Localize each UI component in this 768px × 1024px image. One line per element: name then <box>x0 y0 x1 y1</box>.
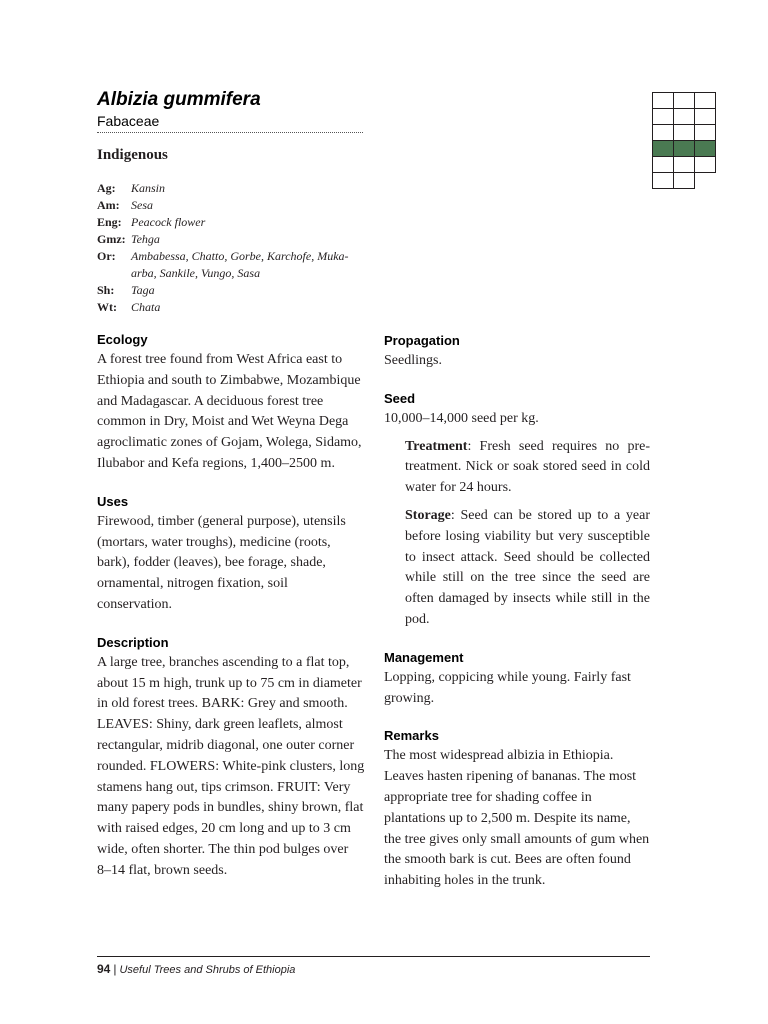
family-name: Fabaceae <box>97 113 160 129</box>
zone-grid-cell <box>653 93 674 109</box>
description-section <box>97 634 365 882</box>
page-number: 94 <box>97 962 111 976</box>
storage-text: : Seed can be stored up to a year before losing viability but very susceptible to insect attack. Seed should be collected while still on the tree since the seed are often damaged by insects while still in the pod. <box>405 507 650 627</box>
remarks-heading: Remarks <box>384 728 439 744</box>
zone-grid-cell <box>674 173 695 189</box>
zone-grid-cell <box>695 109 716 125</box>
status-label: Indigenous <box>97 147 168 163</box>
language-code: Wt: <box>97 300 117 314</box>
language-code: Am: <box>97 198 120 212</box>
zone-grid-cell <box>695 157 716 173</box>
footer-separator: | <box>113 962 117 976</box>
uses-heading: Uses <box>97 493 129 509</box>
language-code: Or: <box>97 249 116 263</box>
local-name-values: Peacock flower <box>131 215 206 229</box>
local-name-values: Tehga <box>131 232 160 246</box>
zone-grid-cell <box>653 157 674 173</box>
zone-grid-cell <box>674 109 695 125</box>
zone-grid-cell <box>695 173 716 189</box>
zone-grid-row <box>653 93 716 109</box>
zone-grid-cell <box>674 93 695 109</box>
zone-grid-cell <box>674 125 695 141</box>
local-name-row <box>97 231 362 248</box>
remarks-section <box>384 727 650 892</box>
right-column <box>384 332 650 910</box>
zone-grid-cell <box>653 109 674 125</box>
treatment-text: : Fresh seed requires no pre-treatment. Nick or soak stored seed in cold water for 24 hours. <box>405 438 650 496</box>
species-name: Albizia gummifera <box>97 89 261 110</box>
seed-text: 10,000–14,000 seed per kg. <box>384 410 539 426</box>
zone-grid-cell <box>674 157 695 173</box>
management-section <box>384 649 650 710</box>
book-title: Useful Trees and Shrubs of Ethiopia <box>119 964 296 976</box>
local-name-values: Taga <box>131 283 155 297</box>
local-name-row <box>97 197 362 214</box>
local-name-values: Chata <box>131 300 161 314</box>
remarks-text: The most widespread albizia in Ethiopia. Leaves hasten ripening of bananas. The most appropriate tree for shading coffee in plantations up to 2,500 m. Despite its name, the tree gives only small amounts of gum when the smooth bark is cut. Bees are often found inhabiting holes in the trunk. <box>384 748 650 889</box>
local-name-row <box>97 248 362 282</box>
footer-rule <box>97 956 650 957</box>
dotted-divider <box>97 132 363 133</box>
seed-treatment <box>405 437 650 499</box>
local-name-values: Ambabessa, Chatto, Gorbe, Karchofe, Muka-arba, Sankile, Vungo, Sasa <box>131 249 349 280</box>
local-name-values: Sesa <box>131 198 153 212</box>
left-column <box>97 331 365 900</box>
page-footer <box>97 961 295 978</box>
management-heading: Management <box>384 649 464 665</box>
zone-grid-row <box>653 125 716 141</box>
zone-grid-cell <box>653 125 674 141</box>
ecology-heading: Ecology <box>97 332 148 347</box>
ecology-section <box>97 331 365 475</box>
treatment-label: Treatment <box>405 438 468 454</box>
zone-grid-cell <box>695 93 716 109</box>
agroclimatic-zone-grid <box>652 92 716 189</box>
zone-grid-row <box>653 109 716 125</box>
seed-section <box>384 390 650 631</box>
language-code: Eng: <box>97 215 122 229</box>
zone-grid-cell <box>674 141 695 157</box>
uses-section <box>97 493 365 616</box>
storage-label: Storage <box>405 507 451 523</box>
local-name-row <box>97 282 362 299</box>
zone-grid-row <box>653 157 716 173</box>
propagation-heading: Propagation <box>384 333 460 348</box>
zone-grid-cell <box>653 141 674 157</box>
title-block <box>97 88 363 133</box>
ecology-text: A forest tree found from West Africa east to Ethiopia and south to Zimbabwe, Mozambique and Madagascar. A deciduous forest tree common in Dry, Moist and Wet Weyna Dega agroclimatic zones of Gojam, Wolega, Sidamo, Ilubabor and Kefa regions, 1,400–2500 m. <box>97 352 362 471</box>
language-code: Gmz: <box>97 232 126 246</box>
local-name-values: Kansin <box>131 181 166 195</box>
uses-text: Firewood, timber (general purpose), utensils (mortars, water troughs), medicine (roots, bark), fodder (leaves), bee forage, shade, ornamental, nitrogen fixation, soil conservation. <box>97 513 346 612</box>
description-heading: Description <box>97 634 169 650</box>
management-text: Lopping, coppicing while young. Fairly fast growing. <box>384 669 631 706</box>
language-code: Ag: <box>97 181 116 195</box>
seed-heading: Seed <box>384 390 416 406</box>
zone-grid-cell <box>653 173 674 189</box>
propagation-section <box>384 332 650 372</box>
local-name-row <box>97 214 362 231</box>
zone-grid-row <box>653 141 716 157</box>
seed-storage <box>405 506 650 631</box>
zone-grid-cell <box>695 141 716 157</box>
local-name-row <box>97 180 362 197</box>
local-name-row <box>97 299 362 316</box>
zone-grid-cell <box>695 125 716 141</box>
zone-grid-row <box>653 173 716 189</box>
language-code: Sh: <box>97 283 115 297</box>
description-text: A large tree, branches ascending to a flat top, about 15 m high, trunk up to 75 cm in diameter in old forest trees. BARK: Grey and smooth. LEAVES: Shiny, dark green leaflets, almost rectangular, midrib diagonal, one outer corner rounded. FLOWERS: White-pink clusters, long stamens hang out, tips crimson. FRUIT: Very many papery pods in bundles, shiny brown, flat with raised edges, 20 cm long and up to 3 cm wide, often shorter. The thin pod bulges over 8–14 flat, brown seeds. <box>97 654 365 878</box>
propagation-text: Seedlings. <box>384 353 442 368</box>
local-names-list <box>97 180 362 316</box>
